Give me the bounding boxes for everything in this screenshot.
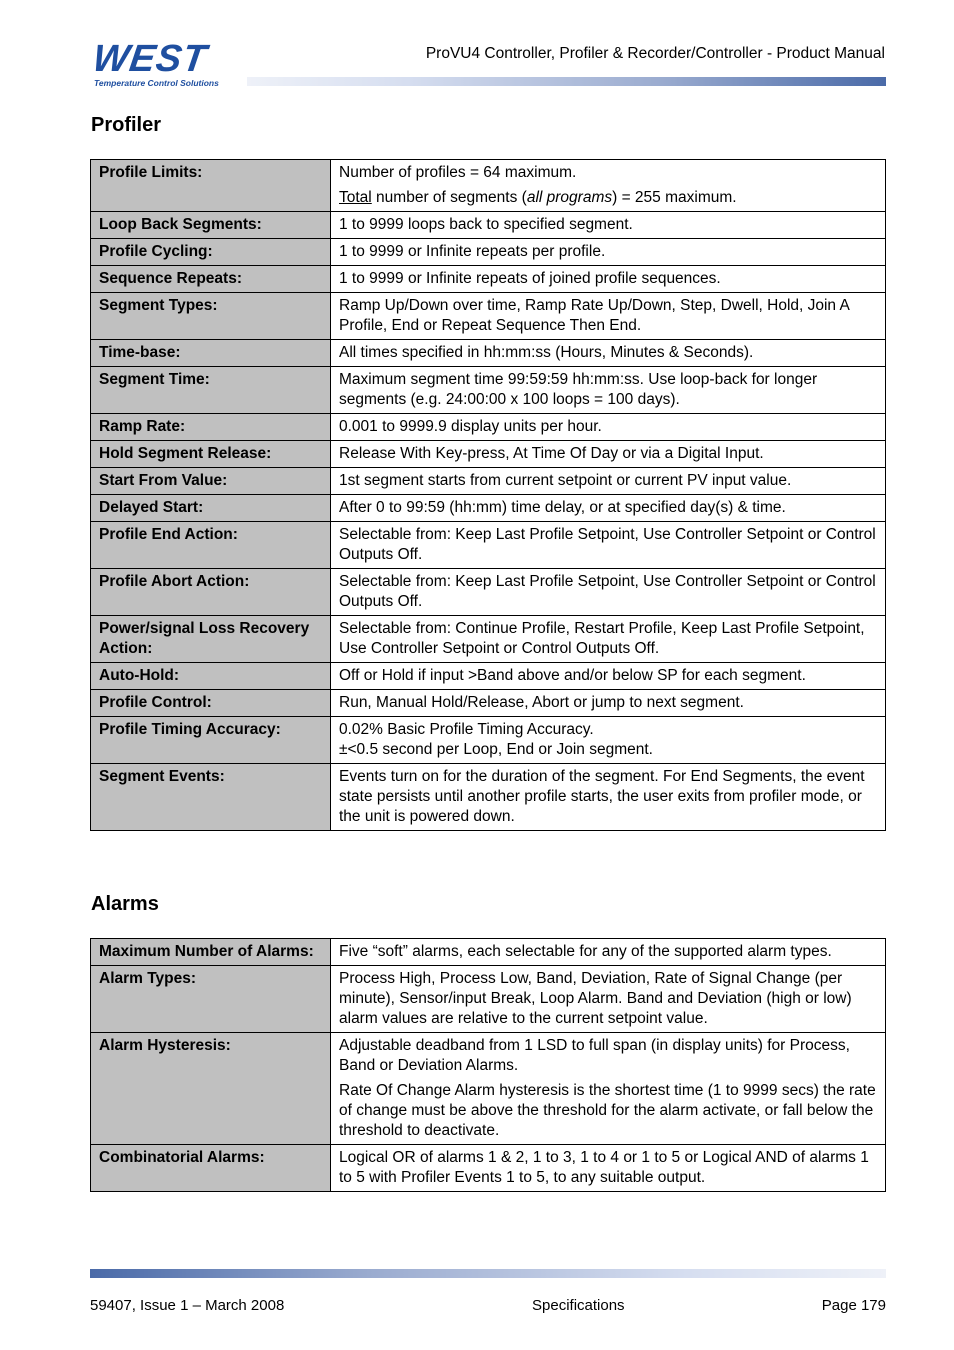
table-row: [91, 966, 886, 1033]
table-row: [91, 616, 886, 663]
table-row: [91, 367, 886, 414]
alarms-heading: Alarms: [91, 893, 159, 915]
header-gradient-bar: [247, 77, 886, 86]
profiler-heading: Profiler: [91, 114, 162, 136]
spec-value-line: Adjustable deadband from 1 LSD to full span (in display units) for Process, Band or Deviation Alarms.: [339, 1037, 850, 1074]
spec-label: Delayed Start:: [91, 495, 331, 522]
italic-fragment: all programs: [526, 189, 613, 206]
manual-title: ProVU4 Controller, Profiler & Recorder/Controller - Product Manual: [425, 45, 885, 62]
alarms-spec-table: [90, 938, 886, 1192]
table-row: [91, 239, 886, 266]
spec-label: Alarm Hysteresis:: [91, 1033, 331, 1145]
table-row: [91, 939, 886, 966]
spec-label: Profile Limits:: [91, 160, 331, 212]
west-logo: [90, 38, 245, 90]
text-fragment: number of segments (: [371, 189, 527, 206]
table-row: [91, 414, 886, 441]
table-row: [91, 293, 886, 340]
spec-label: Power/signal Loss Recovery Action:: [91, 616, 331, 663]
spec-value-line: Number of profiles = 64 maximum.: [339, 164, 577, 181]
spec-value: Selectable from: Keep Last Profile Setpoint, Use Controller Setpoint or Control Outputs Off.: [331, 522, 886, 569]
spec-label: Start From Value:: [91, 468, 331, 495]
table-row: [91, 468, 886, 495]
spec-label: Profile Abort Action:: [91, 569, 331, 616]
spec-value: 1 to 9999 or Infinite repeats per profile.: [331, 239, 886, 266]
spec-value: Ramp Up/Down over time, Ramp Rate Up/Down, Step, Dwell, Hold, Join A Profile, End or Repeat Sequence Then End.: [331, 293, 886, 340]
spec-label: Maximum Number of Alarms:: [91, 939, 331, 966]
spec-value-line: ±<0.5 second per Loop, End or Join segment.: [339, 741, 653, 758]
spec-label: Segment Time:: [91, 367, 331, 414]
spec-value: [331, 1033, 886, 1145]
table-row: [91, 1145, 886, 1192]
spec-label: Ramp Rate:: [91, 414, 331, 441]
spec-value: Maximum segment time 99:59:59 hh:mm:ss. Use loop-back for longer segments (e.g. 24:00:00 x 100 loops = 100 days).: [331, 367, 886, 414]
footer-section: Specifications: [532, 1297, 625, 1314]
table-row: [91, 160, 886, 212]
table-row: [91, 212, 886, 239]
table-row: [91, 266, 886, 293]
spec-value: Release With Key-press, At Time Of Day or via a Digital Input.: [331, 441, 886, 468]
spec-value: 1 to 9999 loops back to specified segment.: [331, 212, 886, 239]
profiler-spec-table: [90, 159, 886, 831]
spec-value-line: Rate Of Change Alarm hysteresis is the shortest time (1 to 9999 secs) the rate of change must be above the threshold for the alarm activate, or fall below the threshold to deactivate.: [339, 1082, 876, 1139]
spec-label: Profile End Action:: [91, 522, 331, 569]
table-row: [91, 522, 886, 569]
table-row: [91, 690, 886, 717]
spec-label: Time-base:: [91, 340, 331, 367]
table-row: [91, 441, 886, 468]
spec-value-line: 0.02% Basic Profile Timing Accuracy.: [339, 721, 594, 738]
spec-label: Loop Back Segments:: [91, 212, 331, 239]
spec-label: Profile Timing Accuracy:: [91, 717, 331, 764]
table-row: [91, 717, 886, 764]
spec-value: [331, 717, 886, 764]
table-row: [91, 764, 886, 831]
logo-tagline: Temperature Control Solutions: [94, 78, 219, 88]
footer-doc-ref: 59407, Issue 1 – March 2008: [90, 1297, 285, 1314]
spec-value: Run, Manual Hold/Release, Abort or jump to next segment.: [331, 690, 886, 717]
spec-value: 1st segment starts from current setpoint or current PV input value.: [331, 468, 886, 495]
spec-value: [331, 160, 886, 212]
spec-label: Combinatorial Alarms:: [91, 1145, 331, 1192]
table-row: [91, 569, 886, 616]
spec-value: Off or Hold if input >Band above and/or below SP for each segment.: [331, 663, 886, 690]
spec-label: Segment Events:: [91, 764, 331, 831]
footer-page-number: Page 179: [821, 1297, 886, 1314]
spec-value: 0.001 to 9999.9 display units per hour.: [331, 414, 886, 441]
spec-value: Selectable from: Keep Last Profile Setpoint, Use Controller Setpoint or Control Outputs Off.: [331, 569, 886, 616]
spec-label: Sequence Repeats:: [91, 266, 331, 293]
spec-label: Profile Cycling:: [91, 239, 331, 266]
spec-value: Process High, Process Low, Band, Deviation, Rate of Signal Change (per minute), Sensor/input Break, Loop Alarm. Band and Deviation (high or low) alarm values are relative to the current setpoint value.: [331, 966, 886, 1033]
spec-label: Segment Types:: [91, 293, 331, 340]
spec-label: Profile Control:: [91, 690, 331, 717]
spec-value: Logical OR of alarms 1 & 2, 1 to 3, 1 to 4 or 1 to 5 or Logical AND of alarms 1 to 5 with Profiler Events 1 to 5, to any suitable output.: [331, 1145, 886, 1192]
table-row: [91, 1033, 886, 1145]
spec-value: Five “soft” alarms, each selectable for any of the supported alarm types.: [331, 939, 886, 966]
table-row: [91, 495, 886, 522]
spec-label: Auto-Hold:: [91, 663, 331, 690]
underlined-word: Total: [339, 189, 372, 206]
spec-value: All times specified in hh:mm:ss (Hours, Minutes & Seconds).: [331, 340, 886, 367]
spec-label: Alarm Types:: [91, 966, 331, 1033]
footer-gradient-bar: [90, 1269, 886, 1278]
spec-value: 1 to 9999 or Infinite repeats of joined profile sequences.: [331, 266, 886, 293]
spec-value: Selectable from: Continue Profile, Restart Profile, Keep Last Profile Setpoint, Use Controller Setpoint or Control Outputs Off.: [331, 616, 886, 663]
table-row: [91, 663, 886, 690]
logo-wordmark: WEST: [90, 38, 210, 80]
table-row: [91, 340, 886, 367]
spec-value: Events turn on for the duration of the segment. For End Segments, the event state persists until another profile starts, the user exits from profiler mode, or the unit is powered down.: [331, 764, 886, 831]
spec-value: After 0 to 99:59 (hh:mm) time delay, or at specified day(s) & time.: [331, 495, 886, 522]
spec-value-line: [339, 188, 877, 208]
spec-label: Hold Segment Release:: [91, 441, 331, 468]
text-fragment: ) = 255 maximum.: [612, 189, 737, 206]
